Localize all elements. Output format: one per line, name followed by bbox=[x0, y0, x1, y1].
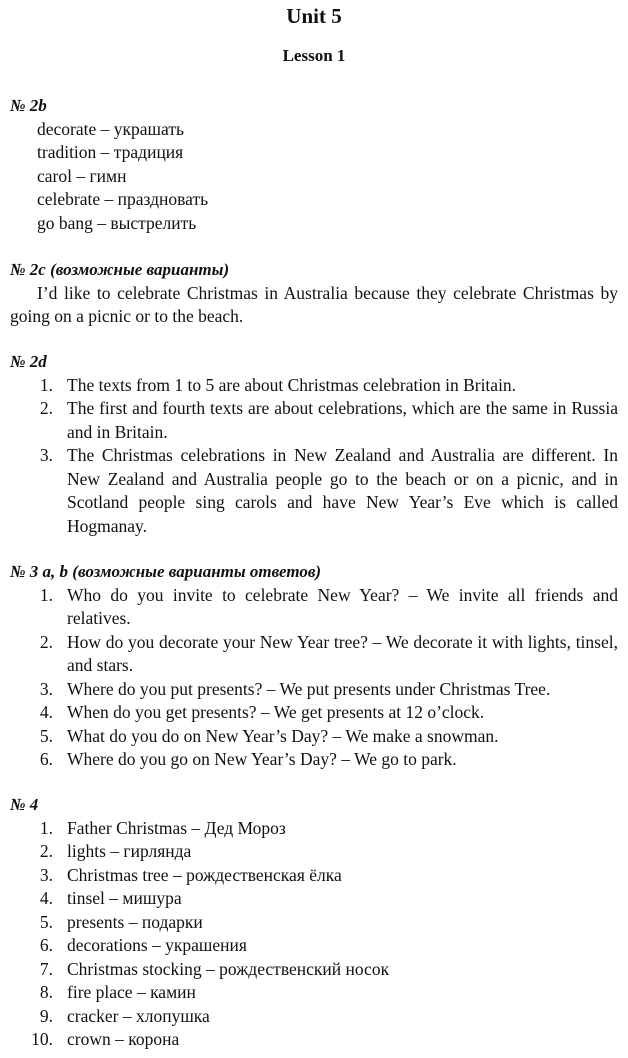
list-item bbox=[10, 864, 618, 888]
list-item-number: 2. bbox=[39, 631, 53, 652]
list-item-text: Christmas stocking – рождественский носок bbox=[67, 958, 390, 979]
section-3-list bbox=[10, 584, 618, 772]
list-item-text: presents – подарки bbox=[67, 911, 203, 932]
list-item-number: 4. bbox=[39, 888, 53, 908]
list-item-text: crown – корона bbox=[67, 1029, 180, 1049]
list-item-number: 3. bbox=[39, 678, 53, 699]
list-item-number: 10. bbox=[31, 1029, 53, 1049]
list-item bbox=[10, 631, 618, 678]
list-item-number: 8. bbox=[39, 982, 53, 1002]
list-item-text: The first and fourth texts are about celebrations, which are the same in Russia and in Britain. bbox=[67, 398, 618, 442]
list-item bbox=[10, 887, 618, 911]
list-item-text: What do you do on New Year’s Day? – We make a snowman. bbox=[67, 725, 499, 746]
section-2b-heading: № 2b bbox=[10, 96, 47, 115]
list-item-text: The Christmas celebrations in New Zealand and Australia are different. In New Zealand and Australia people go to the beach or on a picnic, and in Scotland people sing carols and have New Year’s Eve which is called Hogmanay. bbox=[67, 445, 618, 536]
list-item-number: 1. bbox=[39, 374, 53, 395]
list-item bbox=[10, 374, 618, 398]
section-2c bbox=[10, 258, 618, 329]
list-item-number: 5. bbox=[39, 725, 53, 746]
list-item-text: fire place – камин bbox=[67, 982, 196, 1002]
list-item-number: 1. bbox=[39, 817, 53, 838]
list-item bbox=[10, 678, 618, 702]
section-2c-text: I’d like to celebrate Christmas in Australia because they celebrate Christmas by going on a picnic or to the beach. bbox=[10, 282, 618, 326]
list-item-text: tinsel – мишура bbox=[67, 888, 182, 908]
list-item-text: The texts from 1 to 5 are about Christmas celebration in Britain. bbox=[67, 374, 517, 395]
list-item bbox=[10, 584, 618, 631]
list-item-text: Father Christmas – Дед Мороз bbox=[67, 817, 286, 838]
list-item bbox=[10, 817, 618, 841]
list-item-text: Where do you put presents? – We put presents under Christmas Tree. bbox=[67, 678, 551, 699]
list-item-text: cracker – хлопушка bbox=[67, 1005, 210, 1026]
list-item bbox=[10, 701, 618, 725]
vocab-item: tradition – традиция bbox=[37, 142, 184, 162]
list-item bbox=[10, 1005, 618, 1029]
list-item bbox=[10, 725, 618, 749]
section-3-heading: № 3 a, b (возможные варианты ответов) bbox=[10, 562, 322, 581]
section-2d bbox=[10, 350, 618, 538]
list-item-number: 2. bbox=[39, 398, 53, 418]
list-item-number: 3. bbox=[39, 864, 53, 885]
lesson-title: Lesson 1 bbox=[282, 46, 346, 65]
list-item-text: Who do you invite to celebrate New Year? – We invite all friends and relatives. bbox=[67, 584, 618, 628]
list-item-number: 3. bbox=[39, 445, 53, 465]
list-item bbox=[10, 397, 618, 444]
vocab-item: carol – гимн bbox=[37, 165, 127, 186]
list-item-number: 5. bbox=[39, 911, 53, 932]
list-item-number: 2. bbox=[39, 841, 53, 861]
section-4-list bbox=[10, 817, 618, 1052]
list-item-number: 4. bbox=[39, 702, 53, 722]
list-item-number: 6. bbox=[39, 935, 53, 955]
list-item bbox=[10, 444, 618, 538]
list-item-text: decorations – украшения bbox=[67, 935, 247, 955]
list-item-number: 6. bbox=[39, 749, 53, 769]
list-item bbox=[10, 981, 618, 1005]
section-4-heading: № 4 bbox=[10, 795, 39, 814]
vocab-item: decorate – украшать bbox=[37, 118, 184, 139]
list-item-text: Christmas tree – рождественская ёлка bbox=[67, 864, 342, 885]
list-item bbox=[10, 934, 618, 958]
vocab-item: go bang – выстрелить bbox=[37, 212, 197, 233]
section-2d-list bbox=[10, 374, 618, 539]
section-2c-heading: № 2c (возможные варианты) bbox=[10, 260, 230, 279]
list-item-number: 9. bbox=[39, 1005, 53, 1026]
section-4 bbox=[10, 793, 618, 1052]
list-item bbox=[10, 1028, 618, 1052]
list-item bbox=[10, 748, 618, 772]
list-item bbox=[10, 911, 618, 935]
section-3 bbox=[10, 560, 618, 772]
list-item-number: 7. bbox=[39, 958, 53, 979]
section-2b bbox=[10, 94, 618, 235]
list-item-text: Where do you go on New Year’s Day? – We go to park. bbox=[67, 749, 457, 769]
list-item-text: How do you decorate your New Year tree? – We decorate it with lights, tinsel, and stars. bbox=[67, 631, 618, 675]
list-item bbox=[10, 958, 618, 982]
list-item-text: When do you get presents? – We get presents at 12 o’clock. bbox=[67, 702, 485, 722]
list-item-number: 1. bbox=[39, 584, 53, 605]
list-item-text: lights – гирлянда bbox=[67, 841, 192, 861]
unit-title: Unit 5 bbox=[286, 4, 342, 28]
list-item bbox=[10, 840, 618, 864]
vocab-item: celebrate – праздновать bbox=[37, 189, 209, 209]
section-2d-heading: № 2d bbox=[10, 352, 47, 371]
